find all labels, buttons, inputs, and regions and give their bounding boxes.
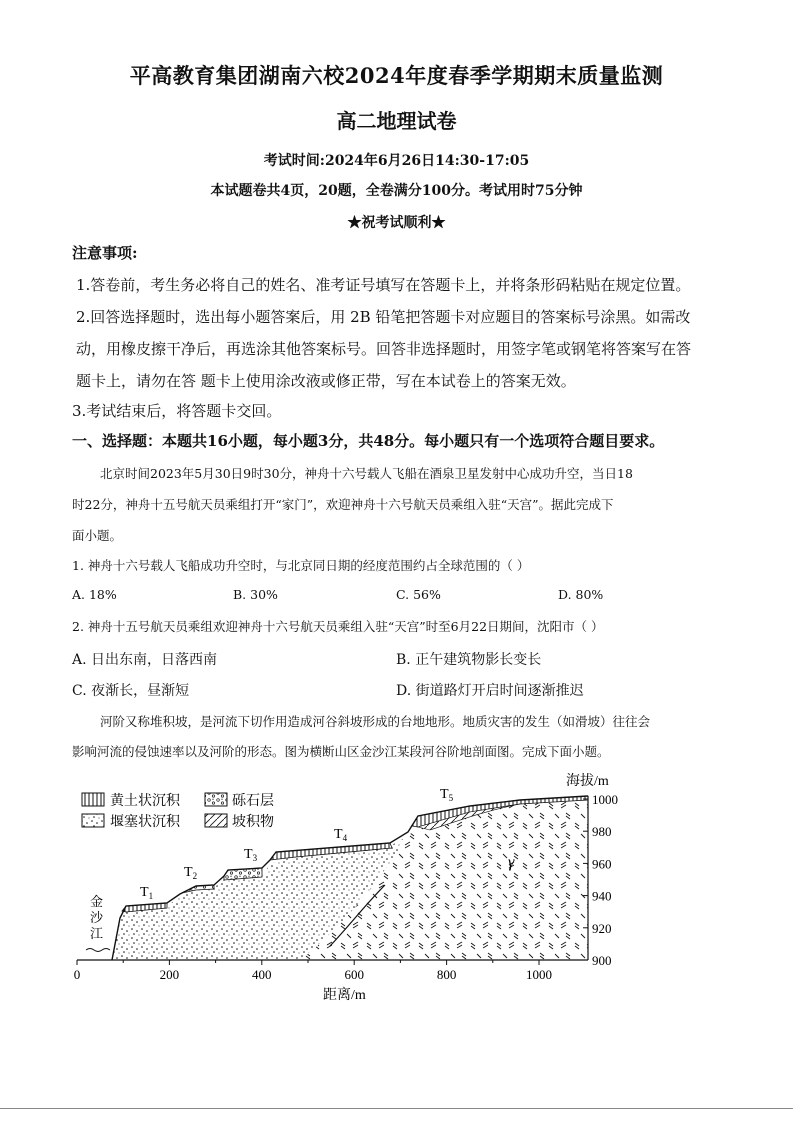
question-2-option-a: A. 日出东南，日落西南 (72, 652, 218, 668)
terrace-label-t1: $T_1$ (140, 885, 154, 901)
x-tick-label: 400 (252, 967, 272, 982)
legend-label-gravel: 砾石层 (232, 794, 274, 809)
y-tick-label: 960 (592, 856, 612, 872)
figure-legend (82, 792, 274, 830)
exam-subtitle: 高二地理试卷 (336, 109, 457, 133)
y-tick-label: 900 (592, 953, 612, 968)
question-1-option-a: A. 18% (72, 587, 117, 602)
x-tick-label: 200 (159, 967, 180, 982)
rock-label-gamma: γ (508, 854, 515, 871)
passage-2-line-1: 河阶又称堆积坡，是河流下切作用造成河谷斜坡形成的台地地形。地质灾害的发生（如滑坡）往往会 (100, 714, 651, 729)
passage-2-line-2: 影响河流的侵蚀速率以及河阶的形态。图为横断山区金沙江某段河谷阶地剖面图。完成下面小题。 (72, 744, 610, 759)
question-2-stem: 2. 神舟十五号航天员乘组欢迎神舟十六号航天员乘组入驻“天宫”时至6月22日期间，沈阳市（ ） (72, 619, 604, 634)
x-axis-label: 距离/m (323, 988, 366, 1003)
section-heading: 一、选择题：本题共16小题，每小题3分，共48分。每小题只有一个选项符合题目要求。 (72, 432, 665, 450)
x-tick-label: 0 (73, 967, 81, 982)
x-tick-label: 800 (436, 967, 457, 982)
question-1-option-b: B. 30% (233, 587, 278, 602)
legend-swatch-gravel (205, 793, 227, 806)
y-tick-label: 920 (592, 920, 612, 936)
x-axis-ticks (74, 960, 552, 982)
legend-swatch-colluvium (205, 814, 227, 827)
river-char-2: 沙 (90, 910, 104, 925)
x-tick-label: 600 (344, 967, 364, 982)
y-tick-label: 940 (592, 888, 612, 904)
legend-label-colluvium: 坡积物 (232, 815, 274, 830)
terrace-label-t5: $T_5$ (440, 787, 454, 803)
legend-label-dammed: 堰塞状沉积 (110, 815, 180, 830)
terrace-label-t4: $T_4$ (334, 827, 348, 843)
legend-swatch-dammed (82, 814, 104, 827)
y-tick-label: 980 (592, 824, 612, 840)
note-2-line-3: 题卡上，请勿在答 题卡上使用涂改液或修正带，写在本试卷上的答案无效。 (76, 372, 576, 390)
x-tick-label: 1000 (526, 967, 552, 982)
y-axis-label: 海拔/m (566, 774, 609, 789)
page-bottom-rule (0, 1108, 793, 1109)
river-wave-icon (86, 949, 110, 952)
legend-label-loess: 黄土状沉积 (110, 794, 180, 809)
notes-heading: 注意事项: (72, 244, 138, 262)
passage-1-line-1: 北京时间2023年5月30日9时30分，神舟十六号载人飞船在酒泉卫星发射中心成功升空，当日18 (100, 466, 633, 481)
river-char-1: 金 (90, 894, 104, 909)
blessing: ★祝考试顺利★ (347, 215, 446, 231)
note-1: 1.答卷前，考生务必将自己的姓名、准考证号填写在答题卡上，并将条形码粘贴在规定位置。 (76, 276, 691, 294)
passage-1-line-3: 面小题。 (72, 528, 123, 543)
passage-1-line-2: 时22分，神舟十五号航天员乘组打开“家门”，欢迎神舟十六号航天员乘组入驻“天宫”。据此完成下 (72, 497, 614, 512)
note-2-line-2: 动，用橡皮擦干净后，再选涂其他答案标号。回答非选择题时，用签字笔或钢笔将答案写在答 (76, 340, 692, 358)
note-2-line-1: 2.回答选择题时，选出每小题答案后，用 2B 铅笔把答题卡对应题目的答案标号涂黑。如需改 (76, 308, 691, 326)
y-tick-label: 1000 (592, 792, 618, 807)
river-label (86, 894, 110, 952)
note-3: 3.考试结束后，将答题卡交回。 (72, 402, 282, 420)
exam-title: 平高教育集团湖南六校2024年度春季学期期末质量监测 (129, 63, 664, 88)
question-1-option-c: C. 56% (396, 587, 441, 602)
terrace-label-t2: $T_2$ (184, 865, 198, 881)
paper-info: 本试题卷共4页，20题，全卷满分100分。考试用时75分钟 (210, 183, 583, 199)
question-2-option-c: C. 夜渐长，昼渐短 (72, 683, 190, 699)
question-1-option-d: D. 80% (558, 587, 604, 602)
question-1-stem: 1. 神舟十六号载人飞船成功升空时，与北京同日期的经度范围约占全球范围的（ ） (72, 558, 530, 573)
exam-time: 考试时间:2024年6月26日14:30-17:05 (263, 153, 530, 169)
terrace-label-t3: $T_3$ (244, 847, 258, 863)
terrace-profile-figure (0, 760, 793, 1020)
legend-swatch-loess (82, 793, 104, 806)
question-2-option-b: B. 正午建筑物影长变长 (396, 652, 542, 668)
question-2-option-d: D. 街道路灯开启时间逐渐推迟 (396, 683, 584, 699)
river-char-3: 江 (90, 926, 104, 941)
